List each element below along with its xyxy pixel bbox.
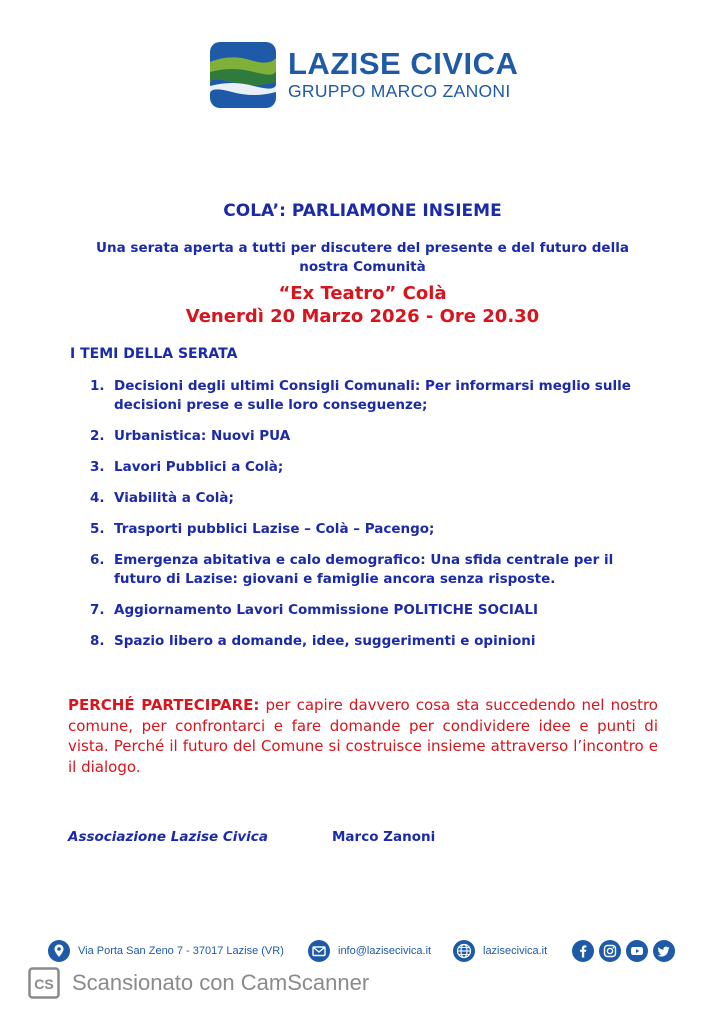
theme-number: 6. — [90, 552, 105, 568]
theme-text: Emergenza abitativa e calo demografico: Una sfida centrale per il futuro di Lazise: giovani e famiglie ancora senza risposte. — [114, 552, 614, 587]
theme-item — [90, 520, 660, 539]
theme-text: Decisioni degli ultimi Consigli Comunali: Per informarsi meglio sulle decisioni prese e sulle loro conseguenze; — [114, 378, 631, 413]
lazise-civica-logo-mark — [210, 42, 276, 108]
why-participate-lead: PERCHÉ PARTECIPARE: — [68, 696, 260, 714]
event-venue: “Ex Teatro” Colà — [278, 283, 447, 304]
why-participate-paragraph — [68, 695, 658, 777]
facebook-icon[interactable] — [572, 940, 594, 962]
logo-subtitle: GRUPPO MARCO ZANONI — [288, 81, 511, 101]
globe-icon — [453, 940, 475, 962]
theme-text: Lavori Pubblici a Colà; — [114, 459, 284, 475]
footer-address-text: Via Porta San Zeno 7 - 37017 Lazise (VR) — [78, 945, 284, 957]
twitter-icon[interactable] — [653, 940, 675, 962]
camscanner-logo-icon — [28, 967, 60, 999]
theme-number: 1. — [90, 378, 105, 394]
camscanner-badge-text: CS — [34, 976, 54, 992]
theme-item — [90, 489, 660, 508]
theme-item — [90, 601, 660, 620]
footer-website[interactable] — [453, 940, 547, 962]
themes-list — [90, 377, 660, 663]
theme-number: 7. — [90, 602, 105, 618]
camscanner-text: Scansionato con CamScanner — [72, 970, 370, 995]
event-date: Venerdì 20 Marzo 2026 - Ore 20.30 — [185, 306, 540, 327]
theme-number: 3. — [90, 459, 105, 475]
footer-email[interactable] — [308, 940, 431, 962]
themes-heading: I TEMI DELLA SERATA — [70, 346, 238, 362]
theme-text: Urbanistica: Nuovi PUA — [114, 428, 291, 444]
theme-item — [90, 458, 660, 477]
instagram-icon[interactable] — [599, 940, 621, 962]
theme-text: Viabilità a Colà; — [114, 490, 234, 506]
theme-item — [90, 551, 660, 589]
mail-icon — [308, 940, 330, 962]
theme-text: Aggiornamento Lavori Commissione POLITICHE SOCIALI — [114, 602, 539, 618]
logo-title: LAZISE CIVICA — [288, 46, 519, 81]
social-icons — [572, 940, 680, 962]
why-participate-text: per capire davvero cosa sta succedendo nel nostro comune, per confrontarci e fare domande per condividere idee e punti di vista. Perché il futuro del Comune si costruisce insieme attraverso l’incontro e il dialogo. — [68, 696, 658, 776]
footer-website-text[interactable]: lazisecivica.it — [483, 945, 548, 957]
event-title: COLA’: PARLIAMONE INSIEME — [223, 201, 502, 221]
theme-item — [90, 427, 660, 446]
event-subtitle: Una serata aperta a tutti per discutere del presente e del futuro della nostra Comunità — [96, 240, 629, 275]
theme-number: 8. — [90, 633, 105, 649]
footer-address — [48, 940, 284, 962]
theme-number: 2. — [90, 428, 105, 444]
logo — [210, 42, 518, 108]
footer — [0, 938, 725, 966]
theme-text: Spazio libero a domande, idee, suggerimenti e opinioni — [114, 633, 536, 649]
signature-association: Associazione Lazise Civica — [68, 829, 268, 845]
theme-number: 5. — [90, 521, 105, 537]
theme-item — [90, 632, 660, 651]
theme-text: Trasporti pubblici Lazise – Colà – Pacengo; — [114, 521, 435, 537]
location-pin-icon — [48, 940, 70, 962]
camscanner-watermark — [28, 967, 369, 999]
youtube-icon[interactable] — [626, 940, 648, 962]
signature-name: Marco Zanoni — [332, 829, 436, 845]
footer-email-text[interactable]: info@lazisecivica.it — [338, 945, 432, 957]
theme-item — [90, 377, 660, 415]
theme-number: 4. — [90, 490, 105, 506]
